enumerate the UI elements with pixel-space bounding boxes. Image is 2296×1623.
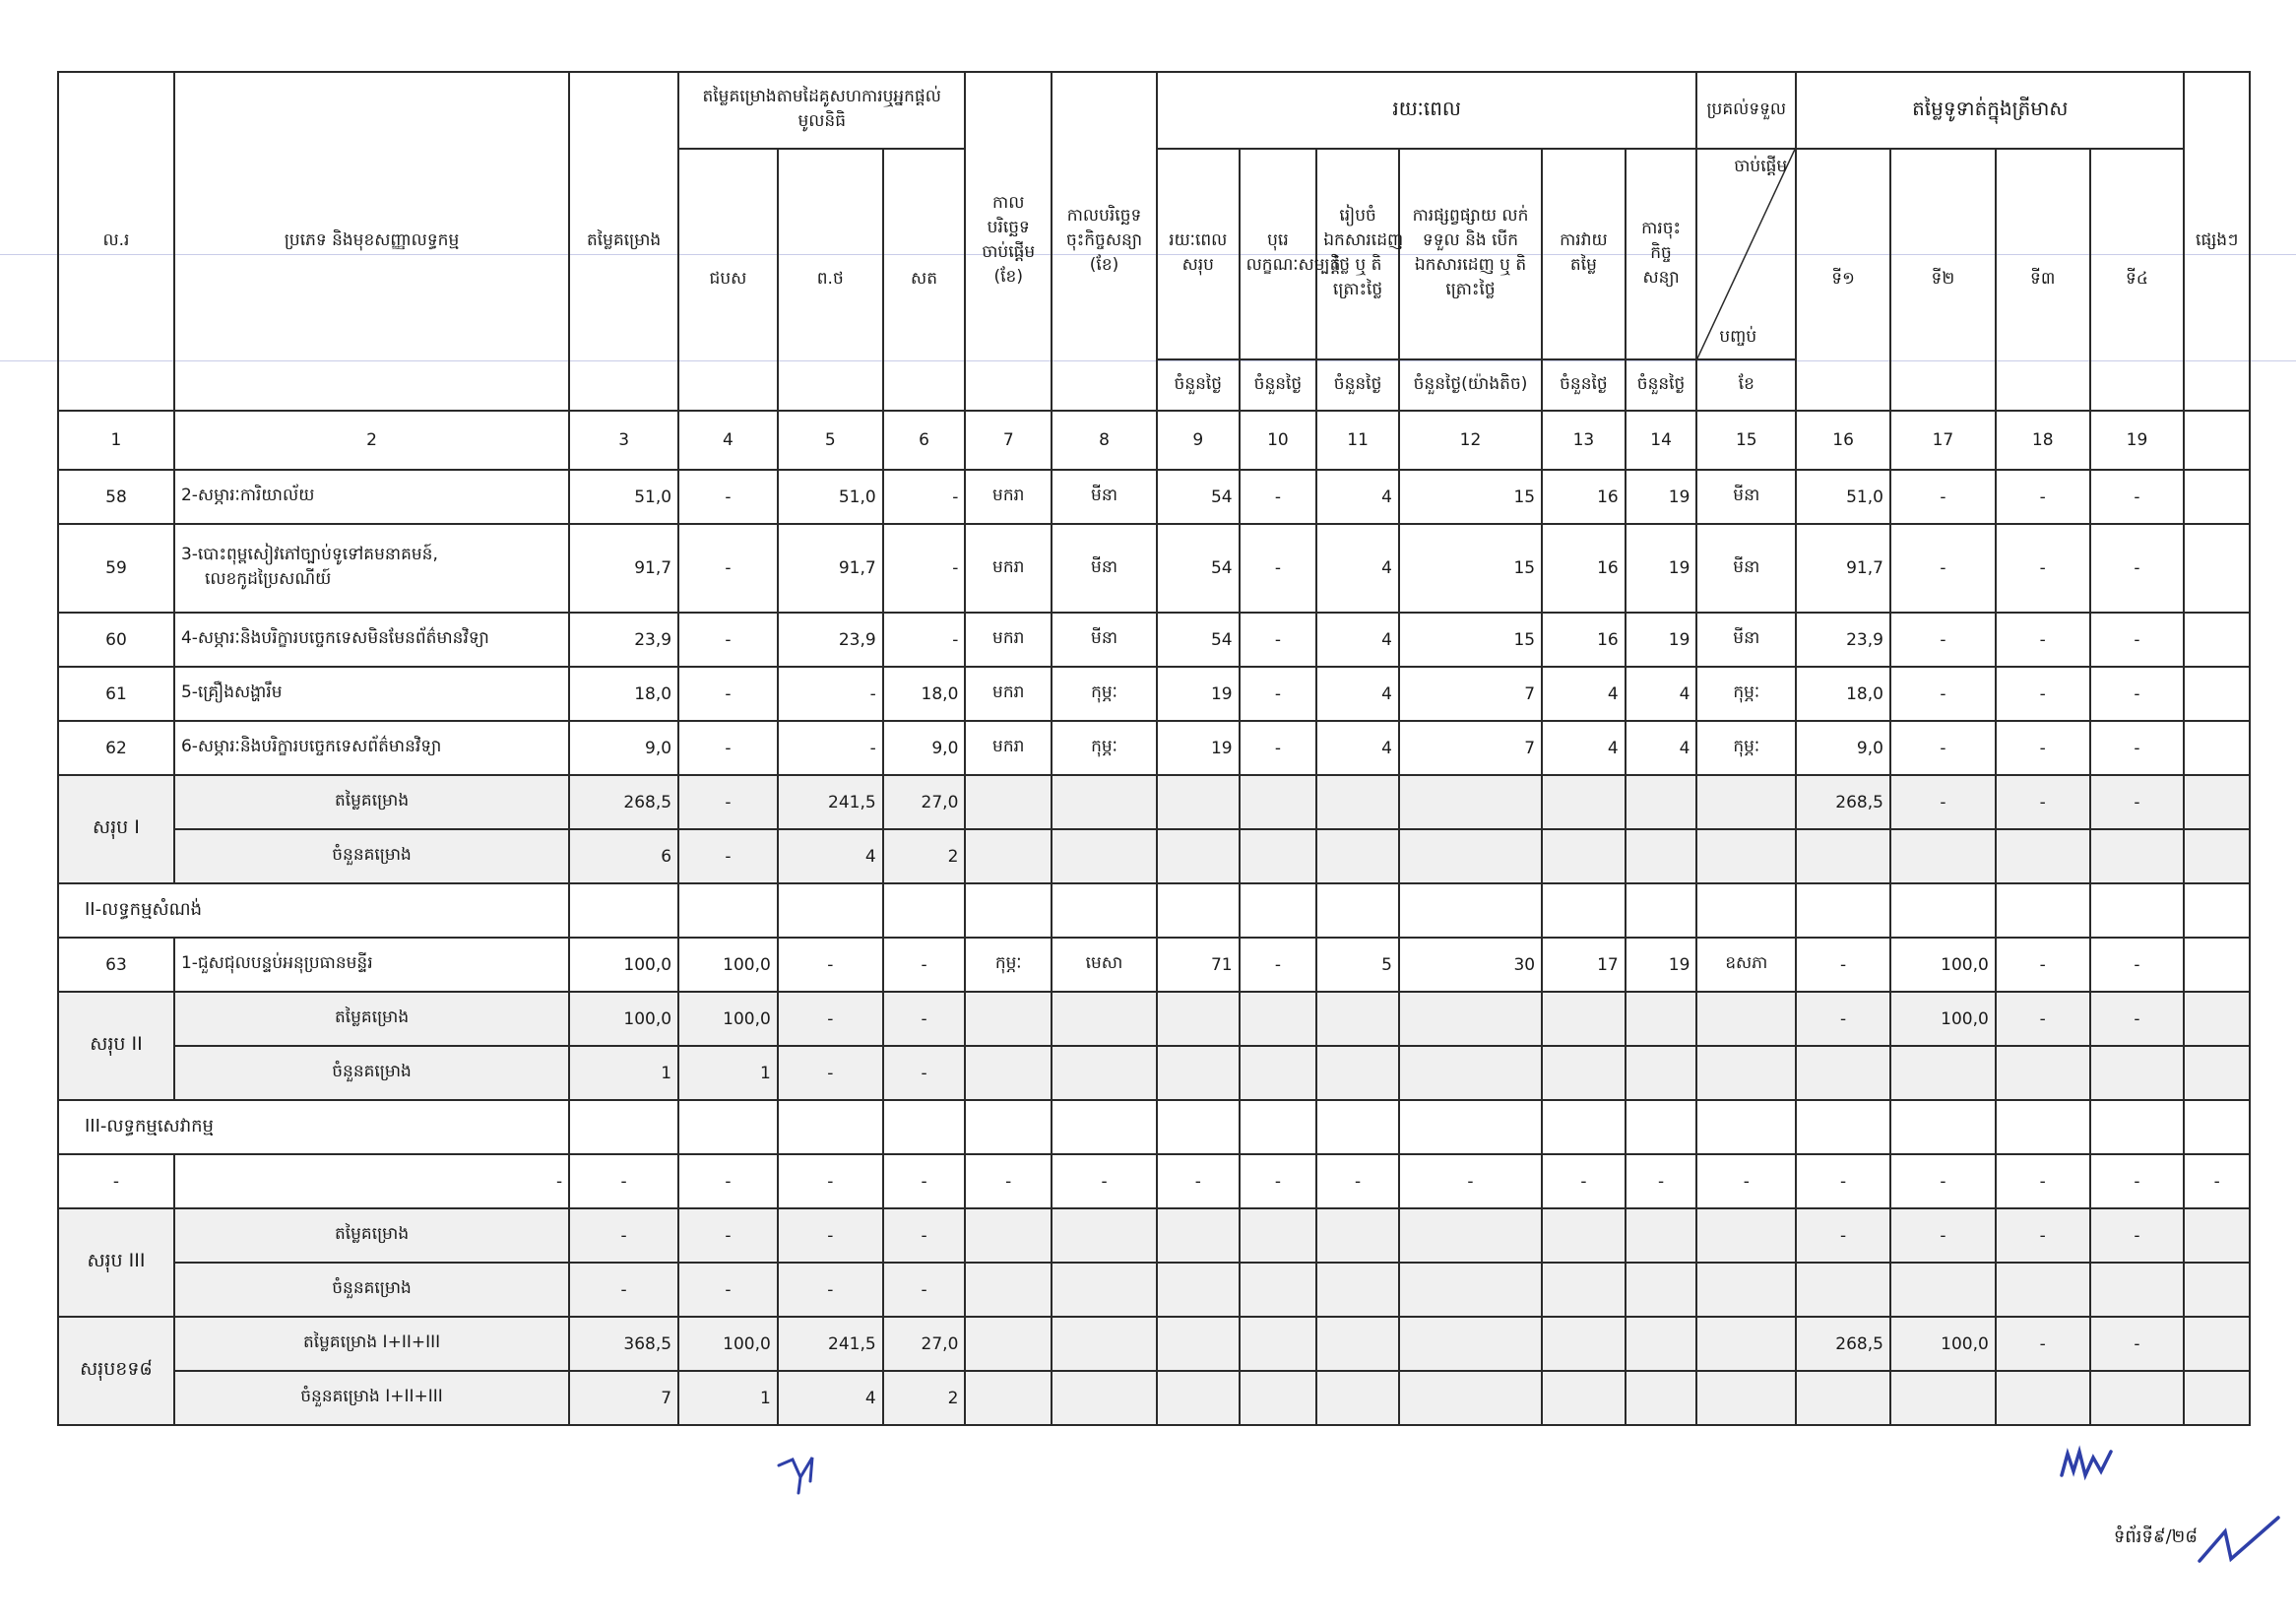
subtotal-count-a: 1	[678, 1046, 778, 1100]
row-src-a: -	[678, 524, 778, 613]
col-header-src-c: សត	[883, 149, 966, 411]
row-q3: -	[1996, 613, 2090, 667]
subtotal-count-label: ចំនួនគម្រោង	[174, 829, 569, 883]
subtotal-value-label: តម្លៃគម្រោង	[174, 1208, 569, 1263]
unit-days: ចំនួនថ្ងៃ	[1626, 359, 1697, 411]
page-number: ទំព័រទី៩/២៨	[2113, 1526, 2198, 1547]
row-dur-eval: 4	[1542, 721, 1626, 775]
row-q4: -	[2090, 721, 2185, 775]
row-dur-publish: 15	[1399, 613, 1542, 667]
subtotal-count-c: 2	[883, 829, 966, 883]
empty-cell: -	[1052, 1154, 1157, 1208]
subtotal-value: -	[569, 1208, 678, 1263]
row-q1: -	[1796, 938, 1890, 992]
row-dur-total: 54	[1157, 470, 1240, 524]
unit-days: ចំនួនថ្ងៃ	[1157, 359, 1240, 411]
row-sign: មេសា	[1052, 938, 1157, 992]
row-value: 9,0	[569, 721, 678, 775]
row-q1: 91,7	[1796, 524, 1890, 613]
empty-cell: -	[2090, 1154, 2185, 1208]
section-2-title: II-លទ្ធកម្មសំណង់	[58, 883, 569, 938]
subtotal-1-label: សរុប I	[58, 775, 174, 883]
row-sign: មីនា	[1052, 524, 1157, 613]
row-start: មករា	[965, 667, 1052, 721]
subtotal-src-a: -	[678, 1208, 778, 1263]
row-sign: កុម្ភៈ	[1052, 667, 1157, 721]
index-cell: 11	[1316, 411, 1399, 470]
row-name: 1-ជួសជុលបន្ទប់អនុប្រធានមន្ទីរ	[174, 938, 569, 992]
row-start: មករា	[965, 721, 1052, 775]
subtotal-count-b: 4	[778, 829, 883, 883]
goods-rows	[58, 470, 2250, 775]
grand-total-src-c: 27,0	[883, 1317, 966, 1371]
row-src-b: -	[778, 938, 883, 992]
row-sign: មីនា	[1052, 613, 1157, 667]
row-dur-publish: 15	[1399, 524, 1542, 613]
subtotal-q3: -	[1996, 1208, 2090, 1263]
row-other	[2184, 613, 2250, 667]
empty-cell: -	[2184, 1154, 2250, 1208]
empty-cell: -	[1626, 1154, 1697, 1208]
row-dur-total: 54	[1157, 613, 1240, 667]
section-3-title: III-លទ្ធកម្មសេវាកម្ម	[58, 1100, 569, 1154]
index-cell: 9	[1157, 411, 1240, 470]
row-dur-spec: -	[1240, 667, 1317, 721]
index-cell: 8	[1052, 411, 1157, 470]
row-value: 100,0	[569, 938, 678, 992]
col-header-est-value: តម្លៃគម្រោង	[569, 72, 678, 411]
row-dur-contract: 19	[1626, 470, 1697, 524]
row-q1: 51,0	[1796, 470, 1890, 524]
row-q1: 18,0	[1796, 667, 1890, 721]
row-name: 5-គ្រឿងសង្ហារឹម	[174, 667, 569, 721]
grand-total-q2: 100,0	[1890, 1317, 1996, 1371]
row-dur-contract: 4	[1626, 667, 1697, 721]
initial-signature-right	[2058, 1446, 2117, 1489]
row-dur-total: 54	[1157, 524, 1240, 613]
row-q4: -	[2090, 613, 2185, 667]
empty-cell: -	[58, 1154, 174, 1208]
col-header-delivery: ប្រគល់ទទួល	[1696, 72, 1796, 149]
row-dur-publish: 15	[1399, 470, 1542, 524]
index-cell: 6	[883, 411, 966, 470]
subtotal-q2: -	[1890, 1208, 1996, 1263]
col-header-dur-total: រយៈពេលសរុប	[1157, 149, 1240, 359]
index-cell: 12	[1399, 411, 1542, 470]
row-dur-docs: 5	[1316, 938, 1399, 992]
initial-signature-left	[773, 1448, 832, 1497]
grand-total-value-label: តម្លៃគម្រោង I+II+III	[174, 1317, 569, 1371]
subtotal-count-label: ចំនួនគម្រោង	[174, 1046, 569, 1100]
empty-cell: -	[1399, 1154, 1542, 1208]
empty-cell: -	[1796, 1154, 1890, 1208]
col-header-q4: ទី៤	[2090, 149, 2185, 411]
row-start: មករា	[965, 470, 1052, 524]
row-q3: -	[1996, 667, 2090, 721]
row-dur-publish: 7	[1399, 721, 1542, 775]
row-delivery: កុម្ភៈ	[1696, 721, 1796, 775]
row-no: 59	[58, 524, 174, 613]
index-cell: 17	[1890, 411, 1996, 470]
empty-cell: -	[883, 1154, 966, 1208]
col-header-quarter: តម្លៃទូទាត់ក្នុងត្រីមាស	[1796, 72, 2184, 149]
row-src-b: -	[778, 667, 883, 721]
col-header-dur-contract: ការចុះកិច្ចសន្យា	[1626, 149, 1697, 359]
index-cell: 4	[678, 411, 778, 470]
col-header-dur-docs: រៀបចំឯកសារដេញថ្លៃ ឬ តិត្រោះថ្លៃ	[1316, 149, 1399, 359]
grand-total-src-b: 241,5	[778, 1317, 883, 1371]
row-src-b: 91,7	[778, 524, 883, 613]
index-cell: 5	[778, 411, 883, 470]
empty-cell: -	[965, 1154, 1052, 1208]
delivery-start-label: ចាប់ផ្តើម	[1734, 157, 1788, 176]
subtotal-q1: -	[1796, 992, 1890, 1046]
row-name: 2-សម្ភារៈការិយាល័យ	[174, 470, 569, 524]
row-value: 51,0	[569, 470, 678, 524]
subtotal-3-value-row	[58, 1208, 2250, 1263]
subtotal-value: 100,0	[569, 992, 678, 1046]
row-value: 91,7	[569, 524, 678, 613]
table-row	[58, 938, 2250, 992]
empty-cell: -	[1542, 1154, 1626, 1208]
col-header-q1: ទី១	[1796, 149, 1890, 411]
subtotal-2-label: សរុប II	[58, 992, 174, 1100]
row-dur-contract: 19	[1626, 613, 1697, 667]
grand-total-q4: -	[2090, 1317, 2185, 1371]
row-dur-total: 71	[1157, 938, 1240, 992]
subtotal-value: 268,5	[569, 775, 678, 829]
col-header-dur-eval: ការវាយតម្លៃ	[1542, 149, 1626, 359]
subtotal-count-b: -	[778, 1263, 883, 1317]
grand-total-count-row	[58, 1371, 2250, 1425]
row-dur-spec: -	[1240, 524, 1317, 613]
grand-total-count: 7	[569, 1371, 678, 1425]
unit-days-min: ចំនួនថ្ងៃ(យ៉ាងតិច)	[1399, 359, 1542, 411]
row-dur-spec: -	[1240, 938, 1317, 992]
subtotal-1-count-row	[58, 829, 2250, 883]
subtotal-q4: -	[2090, 992, 2185, 1046]
subtotal-q4: -	[2090, 1208, 2185, 1263]
row-q4: -	[2090, 938, 2185, 992]
empty-cell: -	[1890, 1154, 1996, 1208]
subtotal-q3: -	[1996, 992, 2090, 1046]
row-dur-docs: 4	[1316, 470, 1399, 524]
col-header-dur-spec: បុរេលក្ខណៈសម្បត្តិ	[1240, 149, 1317, 359]
subtotal-q2: 100,0	[1890, 992, 1996, 1046]
empty-cell: -	[1696, 1154, 1796, 1208]
subtotal-1-value-row	[58, 775, 2250, 829]
row-q2: -	[1890, 667, 1996, 721]
section-2-row	[58, 883, 2250, 938]
subtotal-src-a: -	[678, 775, 778, 829]
row-dur-docs: 4	[1316, 721, 1399, 775]
col-header-q3: ទី៣	[1996, 149, 2090, 411]
row-dur-contract: 19	[1626, 938, 1697, 992]
empty-cell: -	[1996, 1154, 2090, 1208]
row-src-c: -	[883, 938, 966, 992]
row-delivery: មីនា	[1696, 524, 1796, 613]
col-header-type: ប្រភេទ និងមុខសញ្ញាលទ្ធកម្ម	[174, 72, 569, 411]
col-header-src-a: ជបស	[678, 149, 778, 411]
empty-cell: -	[678, 1154, 778, 1208]
row-name: 4-សម្ភារៈនិងបរិក្ខារបច្ចេកទេសមិនមែនព័ត៌មានវិទ្យា	[174, 613, 569, 667]
row-dur-contract: 19	[1626, 524, 1697, 613]
column-index-row	[58, 411, 2250, 470]
subtotal-count: 1	[569, 1046, 678, 1100]
row-q3: -	[1996, 938, 2090, 992]
row-dur-spec: -	[1240, 470, 1317, 524]
index-cell	[2184, 411, 2250, 470]
row-q3: -	[1996, 470, 2090, 524]
subtotal-count: 6	[569, 829, 678, 883]
row-src-c: 18,0	[883, 667, 966, 721]
grand-total-count-c: 2	[883, 1371, 966, 1425]
subtotal-3-label: សរុប III	[58, 1208, 174, 1317]
index-cell: 2	[174, 411, 569, 470]
empty-services-row	[58, 1154, 2250, 1208]
row-src-b: 51,0	[778, 470, 883, 524]
subtotal-count-label: ចំនួនគម្រោង	[174, 1263, 569, 1317]
col-header-sign: កាលបរិច្ឆេទ ចុះកិច្ចសន្យា (ខែ)	[1052, 72, 1157, 411]
subtotal-src-c: -	[883, 992, 966, 1046]
row-q3: -	[1996, 721, 2090, 775]
grand-total-value: 368,5	[569, 1317, 678, 1371]
col-header-delivery-split	[1696, 149, 1796, 359]
row-dur-eval: 16	[1542, 524, 1626, 613]
col-header-by-source: តម្លៃគម្រោងតាមដៃគូសហការឬអ្នកផ្តល់មូលនិធិ	[678, 72, 965, 149]
col-header-other: ផ្សេងៗ	[2184, 72, 2250, 411]
row-dur-eval: 4	[1542, 667, 1626, 721]
row-q1: 23,9	[1796, 613, 1890, 667]
unit-days: ចំនួនថ្ងៃ	[1542, 359, 1626, 411]
table-row	[58, 524, 2250, 613]
row-src-b: 23,9	[778, 613, 883, 667]
row-q4: -	[2090, 524, 2185, 613]
row-no: 58	[58, 470, 174, 524]
subtotal-2-count-row	[58, 1046, 2250, 1100]
row-src-a: -	[678, 721, 778, 775]
subtotal-value-label: តម្លៃគម្រោង	[174, 992, 569, 1046]
subtotal-src-a: 100,0	[678, 992, 778, 1046]
col-header-no: ល.រ	[58, 72, 174, 411]
row-start: កុម្ភៈ	[965, 938, 1052, 992]
row-src-c: -	[883, 524, 966, 613]
row-delivery: កុម្ភៈ	[1696, 667, 1796, 721]
row-dur-spec: -	[1240, 721, 1317, 775]
row-name-line: លេខកូដប្រៃសណីយ៍	[204, 569, 332, 589]
subtotal-count-c: -	[883, 1046, 966, 1100]
row-src-c: -	[883, 470, 966, 524]
row-sign: មីនា	[1052, 470, 1157, 524]
row-src-a: -	[678, 470, 778, 524]
unit-days: ចំនួនថ្ងៃ	[1316, 359, 1399, 411]
row-q2: -	[1890, 470, 1996, 524]
index-cell: 7	[965, 411, 1052, 470]
empty-cell: -	[1316, 1154, 1399, 1208]
index-cell: 13	[1542, 411, 1626, 470]
row-q4: -	[2090, 667, 2185, 721]
row-other	[2184, 470, 2250, 524]
subtotal-value-label: តម្លៃគម្រោង	[174, 775, 569, 829]
row-other	[2184, 524, 2250, 613]
row-other	[2184, 721, 2250, 775]
row-value: 18,0	[569, 667, 678, 721]
section-3-row	[58, 1100, 2250, 1154]
table-row	[58, 613, 2250, 667]
table-row	[58, 667, 2250, 721]
subtotal-src-c: 27,0	[883, 775, 966, 829]
row-q3: -	[1996, 524, 2090, 613]
subtotal-q1: 268,5	[1796, 775, 1890, 829]
subtotal-2-value-row	[58, 992, 2250, 1046]
row-name: 6-សម្ភារៈនិងបរិក្ខារបច្ចេកទេសព័ត៌មានវិទ្យា	[174, 721, 569, 775]
row-src-a: 100,0	[678, 938, 778, 992]
procurement-plan-sheet	[57, 71, 2251, 1426]
row-no: 60	[58, 613, 174, 667]
index-cell: 3	[569, 411, 678, 470]
row-q2: 100,0	[1890, 938, 1996, 992]
subtotal-src-b: -	[778, 1208, 883, 1263]
row-dur-contract: 4	[1626, 721, 1697, 775]
row-src-a: -	[678, 667, 778, 721]
subtotal-src-c: -	[883, 1208, 966, 1263]
row-src-b: -	[778, 721, 883, 775]
subtotal-count-a: -	[678, 1263, 778, 1317]
empty-cell: -	[569, 1154, 678, 1208]
index-cell: 1	[58, 411, 174, 470]
unit-days: ចំនួនថ្ងៃ	[1240, 359, 1317, 411]
row-name	[174, 524, 569, 613]
index-cell: 19	[2090, 411, 2185, 470]
table-row	[58, 470, 2250, 524]
empty-cell: -	[1240, 1154, 1317, 1208]
row-dur-docs: 4	[1316, 613, 1399, 667]
row-value: 23,9	[569, 613, 678, 667]
grand-total-q3: -	[1996, 1317, 2090, 1371]
row-q2: -	[1890, 721, 1996, 775]
subtotal-q3: -	[1996, 775, 2090, 829]
row-delivery: មីនា	[1696, 470, 1796, 524]
col-header-start: កាលបរិច្ឆេទ ចាប់ផ្តើម (ខែ)	[965, 72, 1052, 411]
row-dur-eval: 17	[1542, 938, 1626, 992]
subtotal-count-c: -	[883, 1263, 966, 1317]
row-dur-publish: 30	[1399, 938, 1542, 992]
row-dur-eval: 16	[1542, 470, 1626, 524]
empty-cell: -	[174, 1154, 569, 1208]
subtotal-src-b: -	[778, 992, 883, 1046]
row-dur-docs: 4	[1316, 524, 1399, 613]
row-start: មករា	[965, 524, 1052, 613]
subtotal-count-a: -	[678, 829, 778, 883]
subtotal-q1: -	[1796, 1208, 1890, 1263]
row-q4: -	[2090, 470, 2185, 524]
empty-cell: -	[1157, 1154, 1240, 1208]
subtotal-3-count-row	[58, 1263, 2250, 1317]
row-src-c: -	[883, 613, 966, 667]
index-cell: 15	[1696, 411, 1796, 470]
row-dur-publish: 7	[1399, 667, 1542, 721]
row-no: 61	[58, 667, 174, 721]
row-q2: -	[1890, 613, 1996, 667]
row-q1: 9,0	[1796, 721, 1890, 775]
subtotal-count: -	[569, 1263, 678, 1317]
table-row	[58, 721, 2250, 775]
row-other	[2184, 667, 2250, 721]
grand-total-count-a: 1	[678, 1371, 778, 1425]
index-cell: 16	[1796, 411, 1890, 470]
subtotal-count-b: -	[778, 1046, 883, 1100]
row-src-a: -	[678, 613, 778, 667]
grand-total-value-row	[58, 1317, 2250, 1371]
row-dur-eval: 16	[1542, 613, 1626, 667]
col-header-dur-publish: ការផ្សព្វផ្សាយ លក់ ទទួល និង បើកឯកសារដេញ ឬ តិត្រោះថ្លៃ	[1399, 149, 1542, 359]
empty-cell: -	[778, 1154, 883, 1208]
row-src-c: 9,0	[883, 721, 966, 775]
grand-total-q1: 268,5	[1796, 1317, 1890, 1371]
subtotal-q4: -	[2090, 775, 2185, 829]
row-dur-total: 19	[1157, 667, 1240, 721]
unit-month: ខែ	[1696, 359, 1796, 411]
index-cell: 10	[1240, 411, 1317, 470]
procurement-table	[57, 71, 2251, 1426]
row-no: 62	[58, 721, 174, 775]
row-delivery: ឧសភា	[1696, 938, 1796, 992]
grand-total-count-b: 4	[778, 1371, 883, 1425]
page-initial-mark	[2196, 1512, 2284, 1571]
row-dur-total: 19	[1157, 721, 1240, 775]
row-name-line: 3-បោះពុម្ពសៀវភៅច្បាប់ទូទៅគមនាគមន៍,	[180, 545, 438, 564]
col-header-src-b: ព.ថ	[778, 149, 883, 411]
delivery-end-label: បញ្ចប់	[1719, 327, 1757, 347]
row-no: 63	[58, 938, 174, 992]
col-header-duration: រយៈពេល	[1157, 72, 1696, 149]
row-delivery: មីនា	[1696, 613, 1796, 667]
row-sign: កុម្ភៈ	[1052, 721, 1157, 775]
col-header-q2: ទី២	[1890, 149, 1996, 411]
row-dur-docs: 4	[1316, 667, 1399, 721]
row-start: មករា	[965, 613, 1052, 667]
grand-total-label: សរុបខទ៨	[58, 1317, 174, 1425]
row-q2: -	[1890, 524, 1996, 613]
grand-total-count-label: ចំនួនគម្រោង I+II+III	[174, 1371, 569, 1425]
subtotal-q2: -	[1890, 775, 1996, 829]
index-cell: 14	[1626, 411, 1697, 470]
subtotal-src-b: 241,5	[778, 775, 883, 829]
grand-total-src-a: 100,0	[678, 1317, 778, 1371]
index-cell: 18	[1996, 411, 2090, 470]
row-dur-spec: -	[1240, 613, 1317, 667]
